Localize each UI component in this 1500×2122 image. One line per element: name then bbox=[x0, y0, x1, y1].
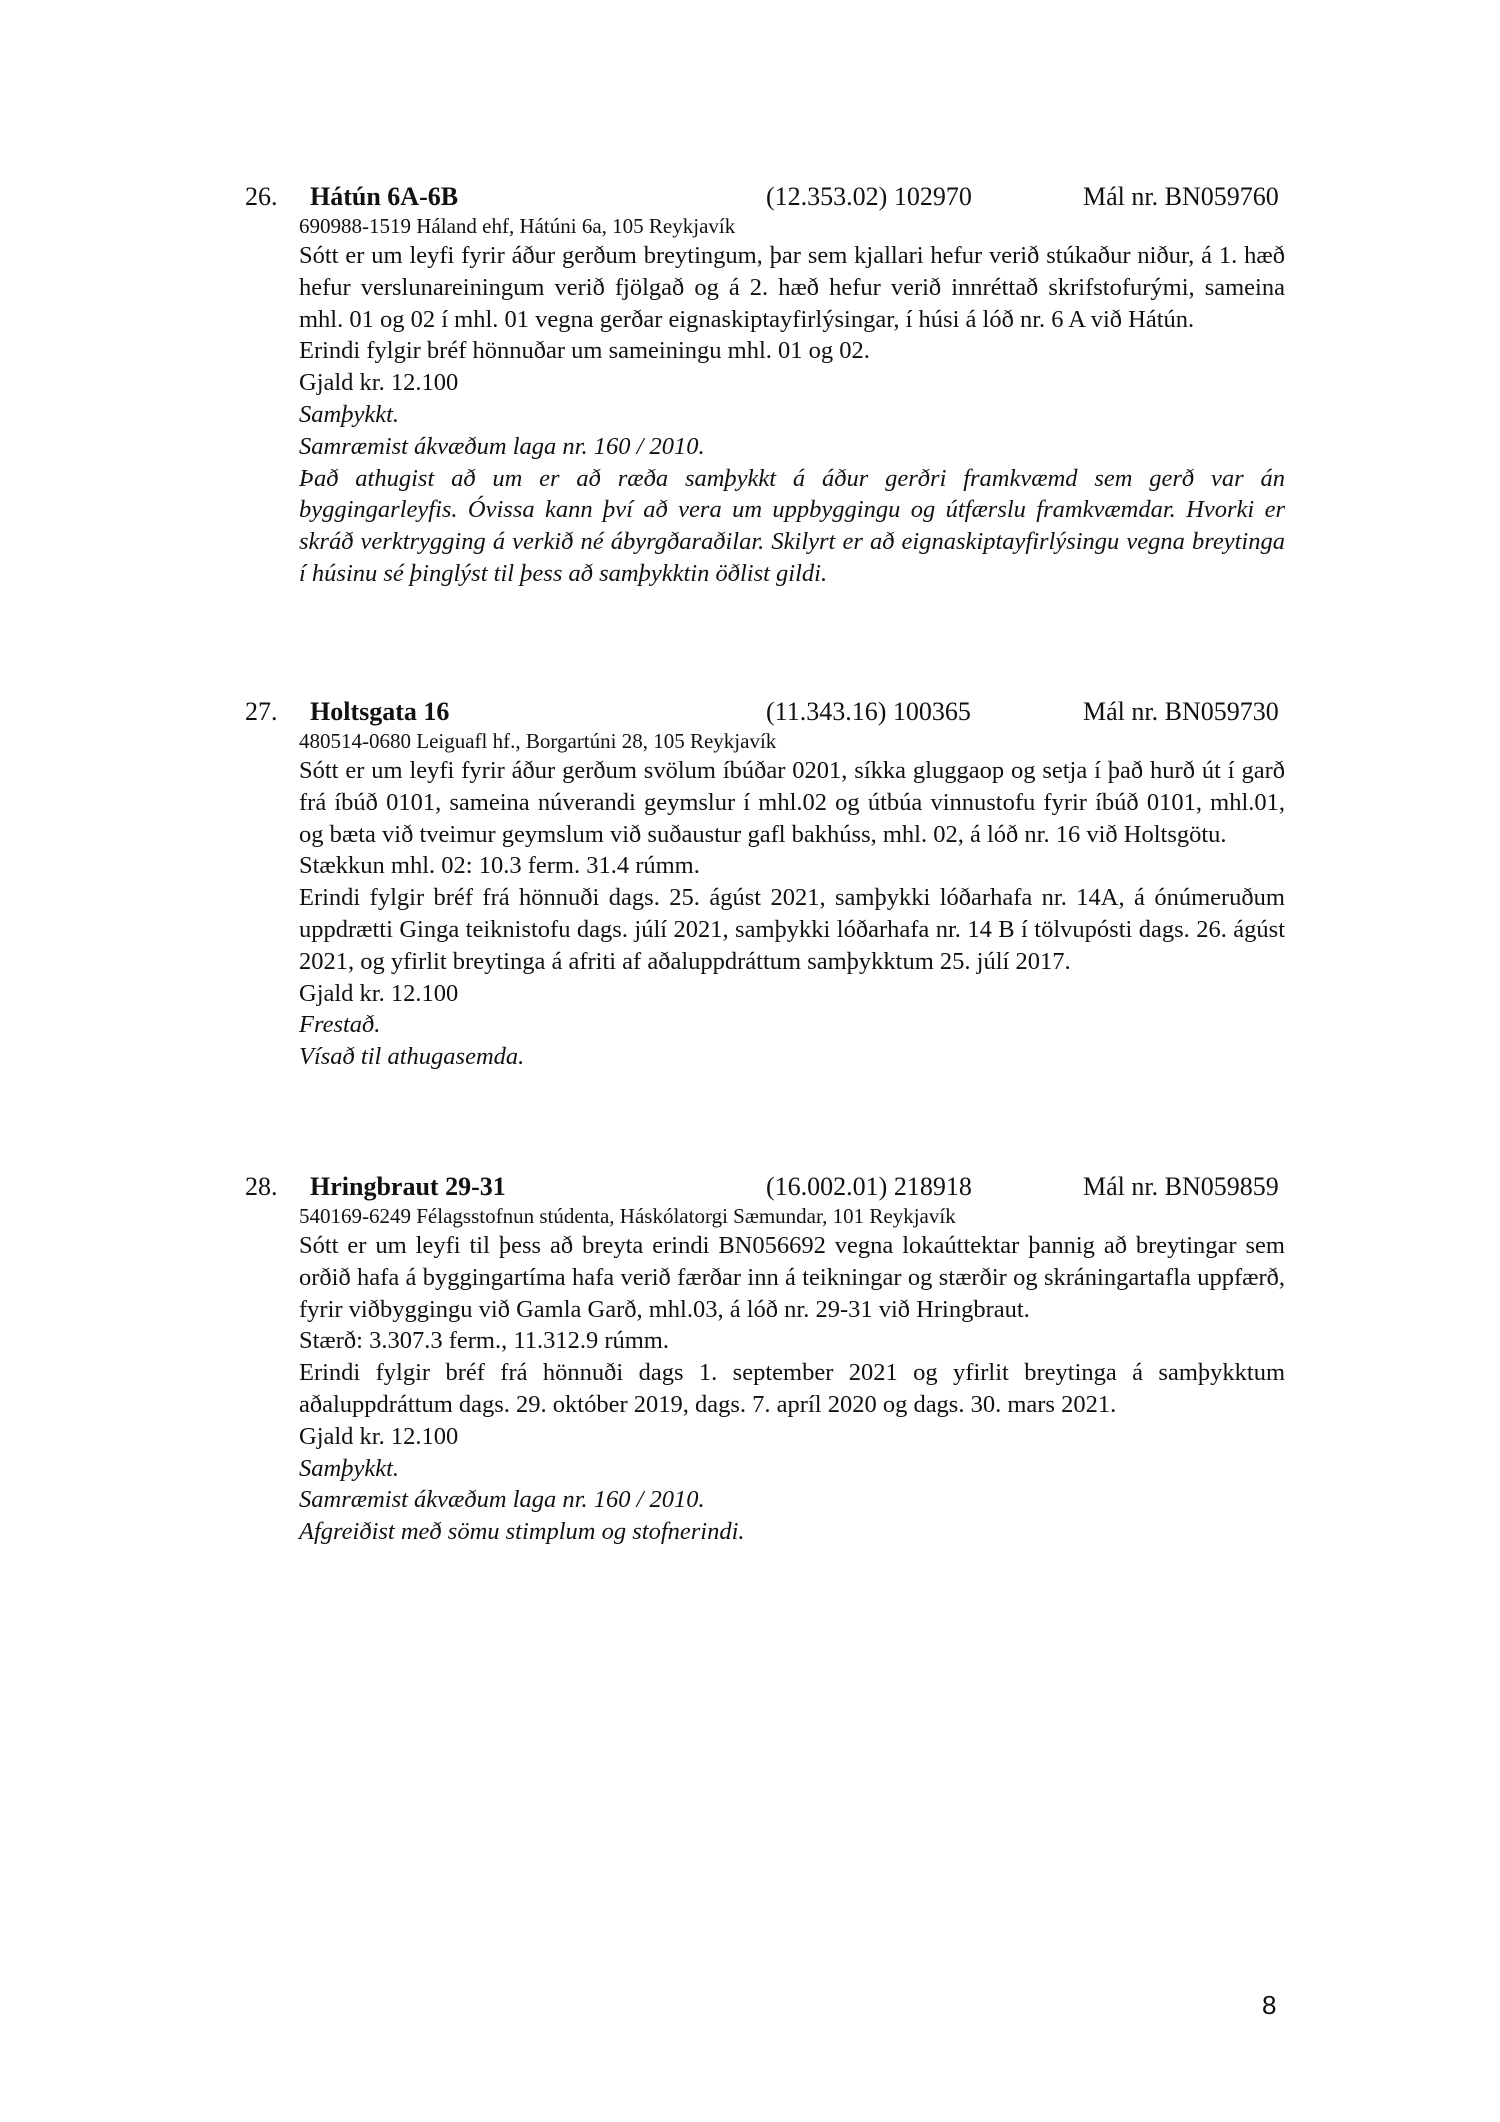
item-attachment: Erindi fylgir bréf frá hönnuði dags. 25. ágúst 2021, samþykki lóðarhafa nr. 14A, á ónúmeruðum uppdrætti Ginga teiknistofu dags. júlí 2021, samþykki lóðarhafa nr. 14 B í tölvupósti dags. 26. ágúst 2021, og yfirlit breytinga á afriti af aðaluppdráttum samþykktum 25. júlí 2017. bbox=[299, 884, 1285, 975]
item-note: Afgreiðist með sömu stimplum og stofnerindi. bbox=[299, 1518, 745, 1546]
item-applicant: 540169-6249 Félagsstofnun stúdenta, Háskólatorgi Sæmundar, 101 Reykjavík bbox=[299, 1204, 956, 1228]
agenda-item-28 bbox=[0, 1170, 1500, 1548]
item-law: Samræmist ákvæðum laga nr. 160 / 2010. bbox=[299, 432, 705, 460]
item-attachment: Erindi fylgir bréf hönnuðar um sameiningu mhl. 01 og 02. bbox=[299, 337, 870, 365]
item-header bbox=[0, 695, 1500, 728]
item-reference: (16.002.01) 218918 bbox=[766, 1172, 972, 1201]
item-case-number: Mál nr. BN059760 bbox=[1083, 182, 1279, 211]
item-header bbox=[0, 180, 1500, 213]
item-description: Sótt er um leyfi fyrir áður gerðum breytingum, þar sem kjallari hefur verið stúkaður niður, á 1. hæð hefur verslunareiningum verið fjölgað og á 2. hæð hefur verið innréttað skrifstofurými, sameina mhl. 01 og 02 í mhl. 01 vegna gerðar eignaskiptayfirlýsingar, í húsi á lóð nr. 6 A við Hátún. bbox=[299, 242, 1285, 333]
item-description: Sótt er um leyfi fyrir áður gerðum svölum íbúðar 0201, síkka gluggaop og setja í það hurð út í garð frá íbúð 0101, sameina núverandi geymslur í mhl.02 og útbúa vinnustofu fyrir íbúð 0101, mhl.01, og bæta við tveimur geymslum við suðaustur gafl bakhúss, mhl. 02, á lóð nr. 16 við Holtsgötu. bbox=[299, 757, 1285, 848]
item-attachment: Erindi fylgir bréf frá hönnuði dags 1. september 2021 og yfirlit breytinga á samþykktum aðaluppdráttum dags. 29. október 2019, dags. 7. apríl 2020 og dags. 30. mars 2021. bbox=[299, 1359, 1285, 1418]
item-decision: Frestað. bbox=[299, 1011, 381, 1039]
item-fee: Gjald kr. 12.100 bbox=[299, 1422, 459, 1450]
item-case-number: Mál nr. BN059859 bbox=[1083, 1172, 1279, 1201]
item-note: Það athugist að um er að ræða samþykkt á áður gerðri framkvæmd sem gerð var án byggingarleyfis. Óvissa kann því að vera um uppbyggingu og útfærslu framkvæmdar. Hvorki er skráð verktrygging á verkið né ábyrgðaraðilar. Skilyrt er að eignaskiptayfirlýsingu vegna breytinga í húsinu sé þinglýst til þess að samþykktin öðlist gildi. bbox=[299, 464, 1285, 587]
agenda-item-26 bbox=[0, 180, 1500, 590]
item-size: Stærð: 3.307.3 ferm., 11.312.9 rúmm. bbox=[299, 1327, 669, 1355]
item-law: Samræmist ákvæðum laga nr. 160 / 2010. bbox=[299, 1486, 705, 1514]
item-applicant: 690988-1519 Háland ehf, Hátúni 6a, 105 Reykjavík bbox=[299, 214, 736, 238]
item-note: Vísað til athugasemda. bbox=[299, 1043, 525, 1071]
item-description: Sótt er um leyfi til þess að breyta erindi BN056692 vegna lokaúttektar þannig að breytingar sem orðið hafa á byggingartíma hafa verið færðar inn á teikningar og stærðir og skráningartafla uppfærð, fyrir viðbyggingu við Gamla Garð, mhl.03, á lóð nr. 29-31 við Hringbraut. bbox=[299, 1232, 1285, 1323]
item-reference: (12.353.02) 102970 bbox=[766, 182, 972, 211]
item-size: Stækkun mhl. 02: 10.3 ferm. 31.4 rúmm. bbox=[299, 852, 700, 880]
item-title: Hátún 6A-6B bbox=[310, 182, 459, 211]
page-number: 8 bbox=[1262, 1990, 1277, 2020]
item-title: Hringbraut 29-31 bbox=[310, 1172, 506, 1201]
item-fee: Gjald kr. 12.100 bbox=[299, 979, 459, 1007]
item-header bbox=[0, 1170, 1500, 1203]
item-case-number: Mál nr. BN059730 bbox=[1083, 697, 1279, 726]
item-reference: (11.343.16) 100365 bbox=[766, 697, 971, 726]
item-decision: Samþykkt. bbox=[299, 1454, 399, 1482]
item-applicant: 480514-0680 Leiguafl hf., Borgartúni 28, 105 Reykjavík bbox=[299, 729, 777, 753]
agenda-item-27 bbox=[0, 695, 1500, 1073]
item-number: 27. bbox=[245, 697, 278, 726]
item-fee: Gjald kr. 12.100 bbox=[299, 369, 459, 397]
item-number: 28. bbox=[245, 1172, 278, 1201]
item-decision: Samþykkt. bbox=[299, 400, 399, 428]
item-title: Holtsgata 16 bbox=[310, 697, 450, 726]
item-number: 26. bbox=[245, 182, 278, 211]
